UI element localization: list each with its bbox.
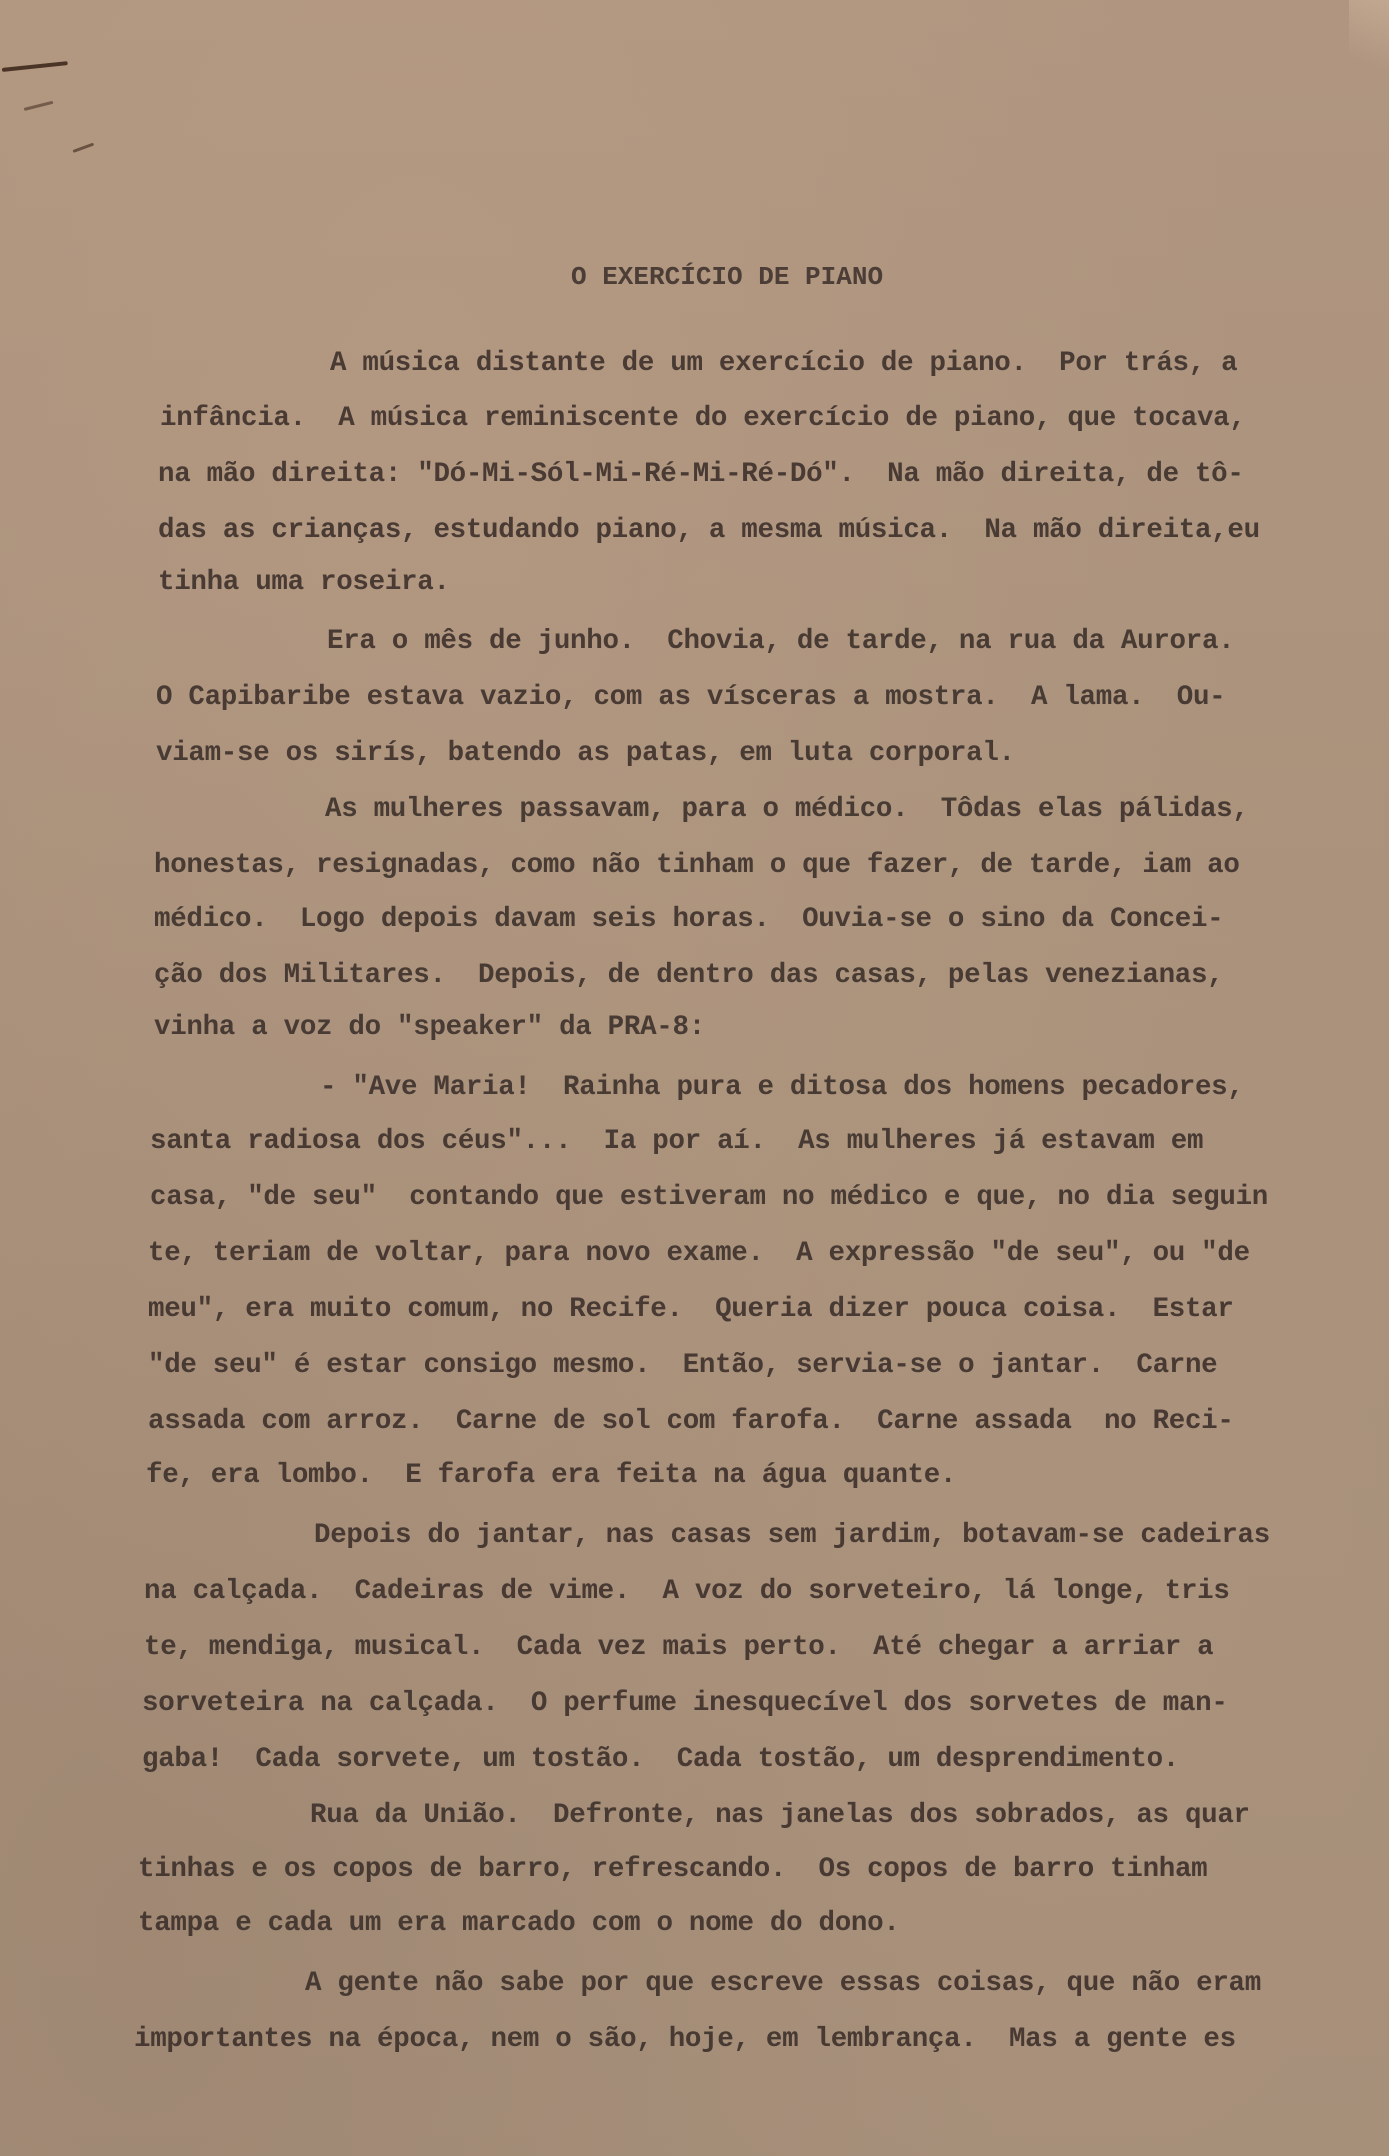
text-line: Depois do jantar, nas casas sem jardim, botavam-se cadeiras — [314, 1520, 1270, 1551]
text-line: tinhas e os copos de barro, refrescando. Os copos de barro tinham — [138, 1854, 1208, 1885]
text-line: Era o mês de junho. Chovia, de tarde, na rua da Aurora. — [327, 626, 1235, 657]
text-line: A música distante de um exercício de piano. Por trás, a — [330, 348, 1238, 379]
text-line: assada com arroz. Carne de sol com farofa. Carne assada no Reci- — [148, 1406, 1234, 1437]
text-line: te, mendiga, musical. Cada vez mais perto. Até chegar a arriar a — [144, 1632, 1214, 1663]
text-line: ção dos Militares. Depois, de dentro das casas, pelas venezianas, — [154, 960, 1224, 991]
text-line: A gente não sabe por que escreve essas coisas, que não eram — [305, 1968, 1261, 1999]
text-line: sorveteira na calçada. O perfume inesquecível dos sorvetes de man- — [142, 1688, 1228, 1719]
text-line: honestas, resignadas, como não tinham o que fazer, de tarde, iam ao — [154, 850, 1240, 881]
text-line: infância. A música reminiscente do exercício de piano, que tocava, — [160, 403, 1246, 434]
text-line: gaba! Cada sorvete, um tostão. Cada tostão, um desprendimento. — [142, 1744, 1179, 1775]
text-line: casa, "de seu" contando que estiveram no médico e que, no dia seguin — [150, 1182, 1268, 1213]
text-line: na calçada. Cadeiras de vime. A voz do sorveteiro, lá longe, tris — [144, 1576, 1230, 1607]
text-line: O Capibaribe estava vazio, com as vísceras a mostra. A lama. Ou- — [156, 682, 1226, 713]
text-line: importantes na época, nem o são, hoje, em lembrança. Mas a gente es — [134, 2024, 1236, 2055]
text-line: tinha uma roseira. — [158, 567, 450, 598]
text-line: te, teriam de voltar, para novo exame. A expressão "de seu", ou "de — [148, 1238, 1250, 1269]
text-line: santa radiosa dos céus"... Ia por aí. As mulheres já estavam em — [150, 1126, 1204, 1157]
page-fold-corner — [1349, 0, 1389, 90]
text-line: fe, era lombo. E farofa era feita na água quante. — [146, 1460, 957, 1491]
text-line: na mão direita: "Dó-Mi-Sól-Mi-Ré-Mi-Ré-Dó". Na mão direita, de tô- — [158, 459, 1244, 490]
ink-mark — [72, 143, 94, 153]
text-line: tampa e cada um era marcado com o nome do dono. — [138, 1908, 900, 1939]
text-line: Rua da União. Defronte, nas janelas dos sobrados, as quar — [310, 1800, 1250, 1831]
ink-mark — [2, 61, 68, 72]
text-line: das as crianças, estudando piano, a mesma música. Na mão direita,eu — [158, 515, 1260, 546]
ink-mark — [24, 101, 54, 111]
text-line: viam-se os sirís, batendo as patas, em luta corporal. — [156, 738, 1015, 769]
text-line: meu", era muito comum, no Recife. Queria dizer pouca coisa. Estar — [148, 1294, 1234, 1325]
text-line: médico. Logo depois davam seis horas. Ouvia-se o sino da Concei- — [154, 904, 1224, 935]
text-line: - "Ave Maria! Rainha pura e ditosa dos homens pecadores, — [320, 1072, 1244, 1103]
text-line: vinha a voz do "speaker" da PRA-8: — [154, 1012, 705, 1043]
document-title: O EXERCÍCIO DE PIANO — [571, 262, 884, 292]
text-line: "de seu" é estar consigo mesmo. Então, servia-se o jantar. Carne — [148, 1350, 1218, 1381]
text-line: As mulheres passavam, para o médico. Tôdas elas pálidas, — [325, 794, 1249, 825]
